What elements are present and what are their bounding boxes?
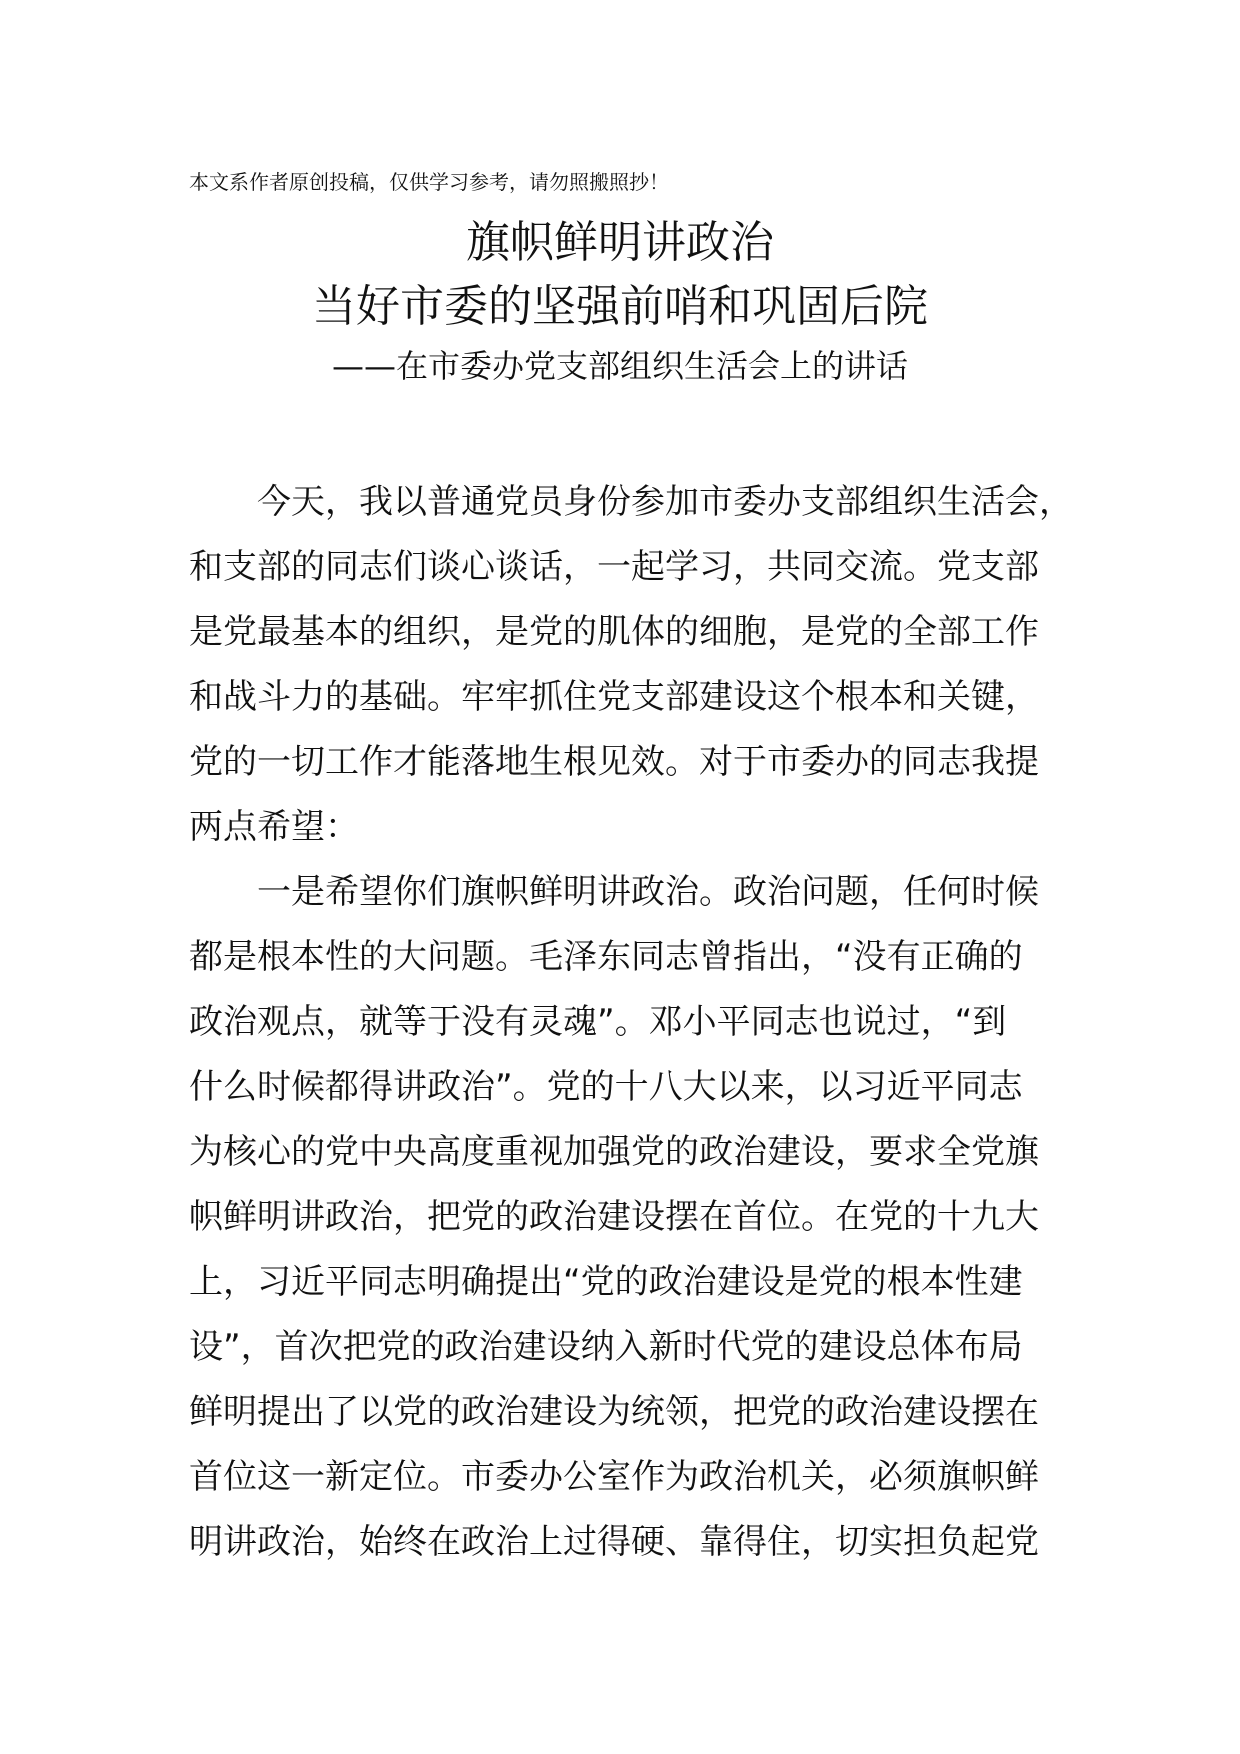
copyright-notice: 本文系作者原创投稿，仅供学习参考，请勿照搬照抄！ bbox=[189, 170, 669, 194]
title-line-1: 旗帜鲜明讲政治 bbox=[466, 217, 774, 268]
title-line-2: 当好市委的坚强前哨和巩固后院 bbox=[312, 281, 928, 332]
text-line: 政治观点，就等于没有灵魂”。邓小平同志也说过，“到 bbox=[189, 1002, 1007, 1042]
paragraph bbox=[189, 470, 1089, 860]
text-line: 一是希望你们旗帜鲜明讲政治。政治问题，任何时候 bbox=[257, 872, 1039, 912]
text-line: 什么时候都得讲政治”。党的十八大以来，以习近平同志 bbox=[189, 1067, 1023, 1107]
text-line: 首位这一新定位。市委办公室作为政治机关，必须旗帜鲜 bbox=[189, 1457, 1039, 1497]
paragraph bbox=[189, 860, 1089, 1575]
text-line: 今天，我以普通党员身份参加市委办支部组织生活会， bbox=[257, 482, 1073, 522]
text-line: 是党最基本的组织，是党的肌体的细胞，是党的全部工作 bbox=[189, 612, 1039, 652]
text-line: 设”，首次把党的政治建设纳入新时代党的建设总体布局 bbox=[189, 1327, 1023, 1367]
subtitle: ——在市委办党支部组织生活会上的讲话 bbox=[331, 347, 908, 385]
text-line: 上，习近平同志明确提出“党的政治建设是党的根本性建 bbox=[189, 1262, 1023, 1302]
text-line: 帜鲜明讲政治，把党的政治建设摆在首位。在党的十九大 bbox=[189, 1197, 1039, 1237]
text-line: 明讲政治，始终在政治上过得硬、靠得住，切实担负起党 bbox=[189, 1522, 1039, 1562]
document-body bbox=[189, 470, 1089, 1575]
text-line: 和战斗力的基础。牢牢抓住党支部建设这个根本和关键， bbox=[189, 677, 1039, 717]
text-line: 鲜明提出了以党的政治建设为统领，把党的政治建设摆在 bbox=[189, 1392, 1039, 1432]
text-line: 党的一切工作才能落地生根见效。对于市委办的同志我提 bbox=[189, 742, 1039, 782]
text-line: 两点希望： bbox=[189, 807, 359, 847]
text-line: 为核心的党中央高度重视加强党的政治建设，要求全党旗 bbox=[189, 1132, 1039, 1172]
text-line: 和支部的同志们谈心谈话，一起学习，共同交流。党支部 bbox=[189, 547, 1039, 587]
text-line: 都是根本性的大问题。毛泽东同志曾指出，“没有正确的 bbox=[189, 937, 1023, 977]
